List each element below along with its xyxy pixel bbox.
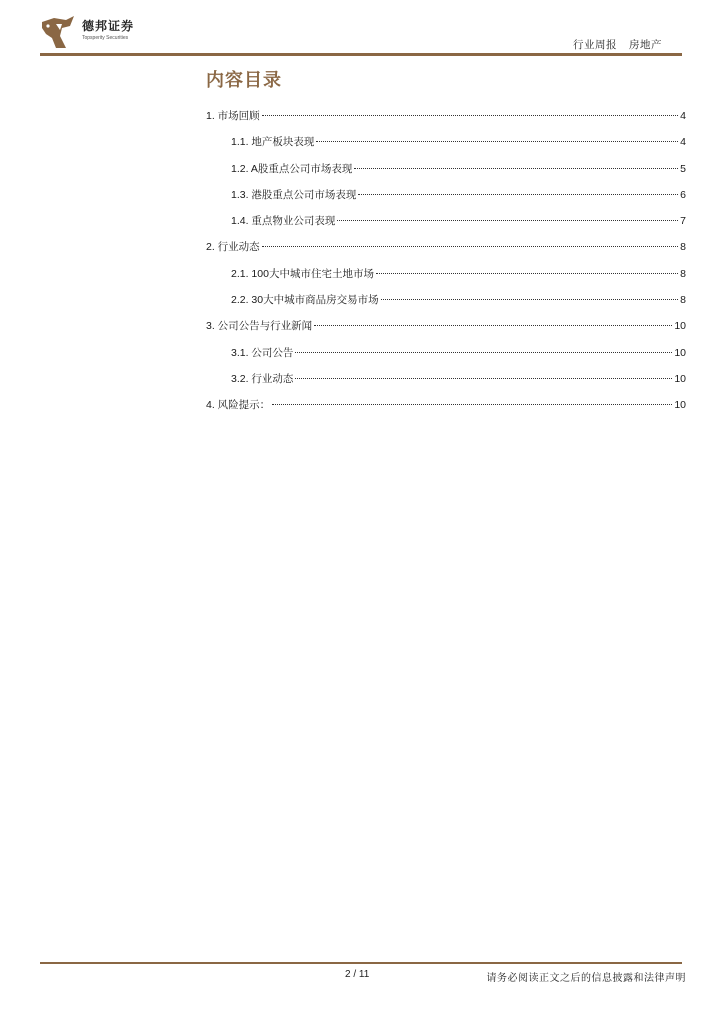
toc-leader-dots — [262, 115, 678, 116]
toc-entry-text: 1.3. 港股重点公司市场表现 — [231, 188, 357, 201]
toc-entry-text: 1.4. 重点物业公司表现 — [231, 215, 336, 228]
toc-entry[interactable] — [206, 292, 686, 318]
report-type-label: 行业周报 — [573, 39, 617, 51]
table-of-contents — [206, 108, 686, 424]
toc-entry[interactable] — [206, 213, 686, 239]
toc-entry-page: 10 — [674, 372, 686, 385]
toc-leader-dots — [354, 168, 678, 169]
toc-leader-dots — [295, 352, 672, 353]
toc-entry[interactable] — [206, 134, 686, 160]
toc-entry-text: 2.2. 30大中城市商品房交易市场 — [231, 294, 379, 307]
toc-entry-page: 8 — [680, 294, 686, 307]
toc-entry[interactable] — [206, 108, 686, 134]
toc-entry[interactable] — [206, 345, 686, 371]
footer-disclaimer: 请务必阅读正文之后的信息披露和法律声明 — [486, 973, 686, 984]
header-labels — [573, 37, 662, 52]
toc-entry-text: 3.2. 行业动态 — [231, 372, 294, 385]
toc-entry[interactable] — [206, 161, 686, 187]
logo-mark-icon — [40, 14, 76, 50]
logo-chinese-name: 德邦证券 — [82, 19, 135, 33]
page-number: 2 / 11 — [345, 969, 370, 980]
toc-entry[interactable] — [206, 266, 686, 292]
toc-entry-page: 4 — [680, 110, 686, 122]
toc-entry-text: 1. 市场回顾 — [206, 110, 260, 122]
toc-entry-page: 7 — [680, 215, 686, 228]
toc-entry-text: 4. 风险提示： — [206, 399, 271, 412]
toc-leader-dots — [381, 299, 679, 300]
logo-english-name: Topsperity Securities — [82, 35, 129, 41]
toc-leader-dots — [272, 404, 672, 405]
toc-leader-dots — [358, 194, 678, 195]
toc-entry[interactable] — [206, 371, 686, 397]
toc-entry[interactable] — [206, 187, 686, 213]
footer-divider — [40, 962, 682, 964]
toc-entry[interactable] — [206, 397, 686, 423]
toc-leader-dots — [316, 141, 678, 142]
toc-entry-text: 1.2. A股重点公司市场表现 — [231, 162, 353, 175]
toc-entry[interactable] — [206, 318, 686, 344]
toc-entry[interactable] — [206, 239, 686, 265]
toc-entry-page: 10 — [674, 346, 686, 359]
toc-leader-dots — [314, 325, 672, 326]
toc-entry-text: 2.1. 100大中城市住宅土地市场 — [231, 267, 374, 280]
header-divider — [40, 53, 682, 56]
toc-entry-page: 4 — [680, 136, 686, 149]
sector-label: 房地产 — [629, 39, 662, 51]
toc-title: 内容目录 — [206, 70, 282, 90]
toc-entry-page: 6 — [680, 188, 686, 201]
company-logo — [40, 14, 160, 50]
toc-entry-text: 3. 公司公告与行业新闻 — [206, 320, 313, 333]
toc-leader-dots — [262, 246, 678, 247]
toc-entry-text: 1.1. 地产板块表现 — [231, 136, 315, 149]
toc-leader-dots — [376, 273, 678, 274]
toc-leader-dots — [337, 220, 678, 221]
page-header — [0, 0, 724, 60]
toc-entry-page: 8 — [680, 267, 686, 280]
toc-entry-page: 10 — [674, 399, 686, 412]
toc-entry-page: 8 — [680, 241, 686, 254]
toc-entry-page: 5 — [680, 162, 686, 175]
toc-entry-page: 10 — [674, 320, 686, 333]
toc-entry-text: 2. 行业动态 — [206, 241, 260, 254]
toc-entry-text: 3.1. 公司公告 — [231, 346, 294, 359]
toc-leader-dots — [295, 378, 672, 379]
